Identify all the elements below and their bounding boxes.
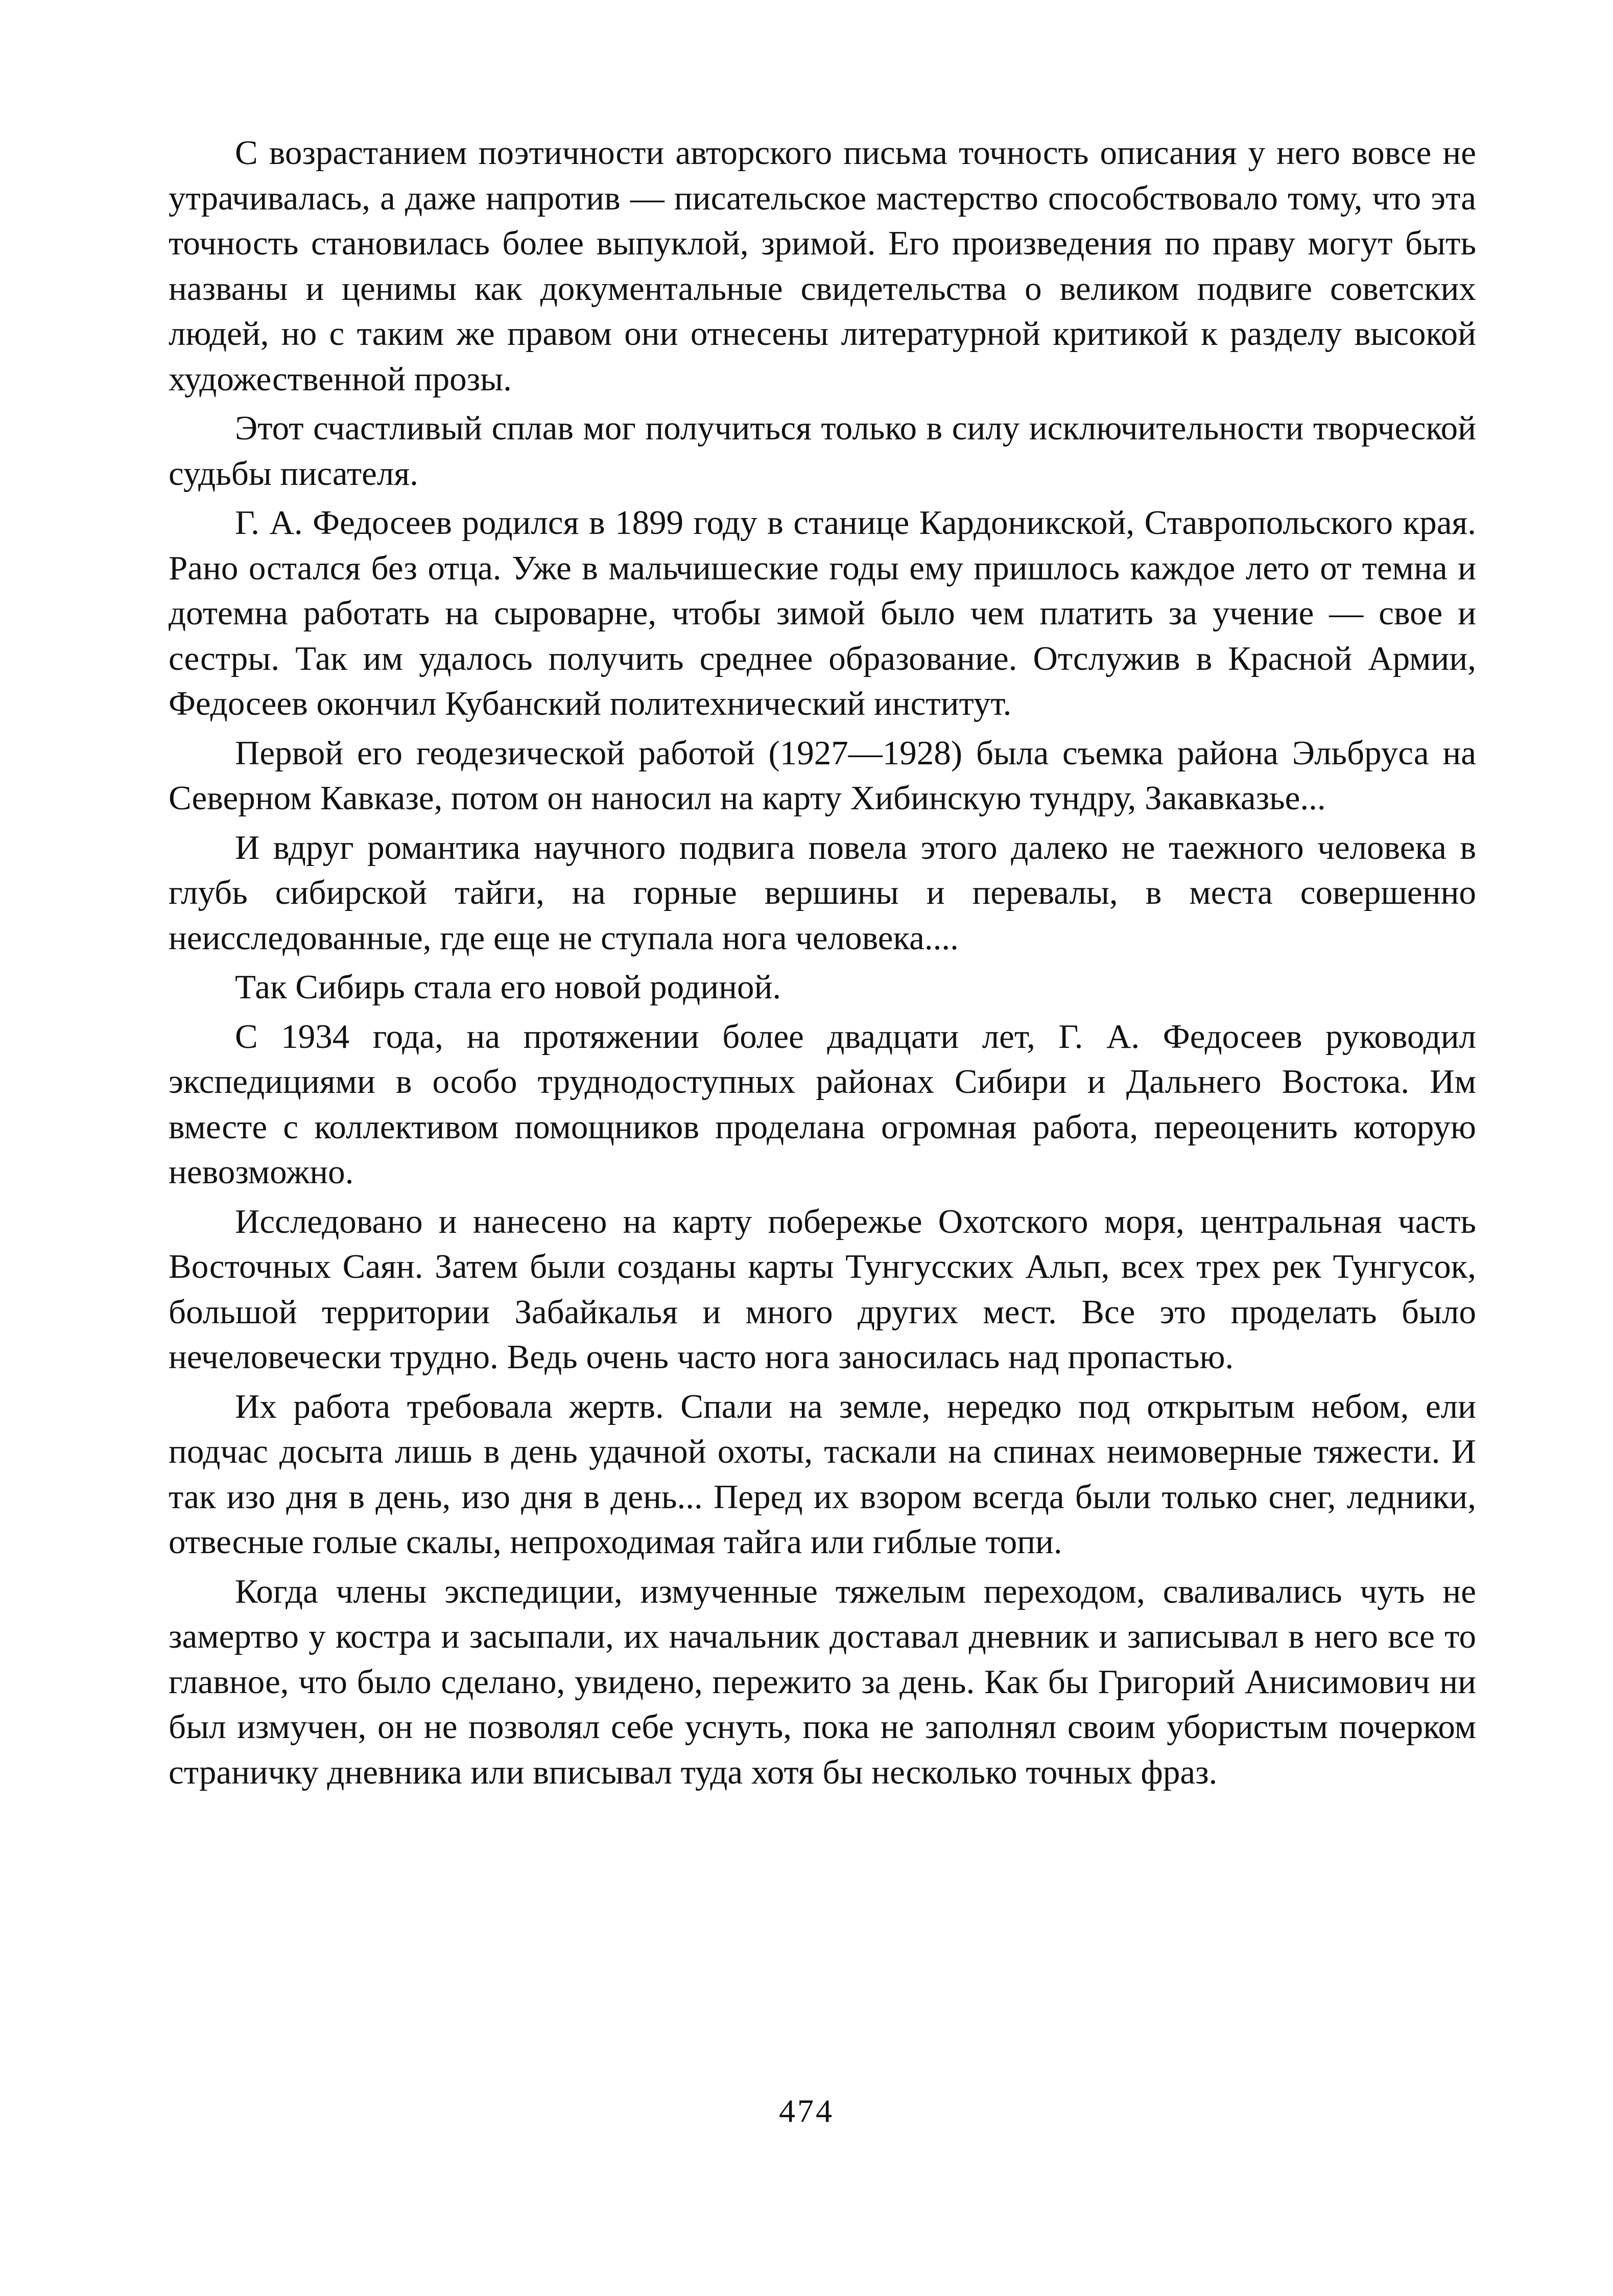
paragraph-1: С возрастанием поэтичности авторского письма точность описания у него вовсе не утрачивалась, а даже напротив — писательское мастерство способствовало тому, что эта точность становилась более выпуклой, зримой. Его произведения по праву могут быть названы и ценимы как документальные свидетельства о великом подвиге советских людей, но с таким же правом они отнесены литературной критикой к разделу высокой художественной прозы.	[169, 134, 1476, 398]
body-text	[169, 130, 1476, 1799]
paragraph-9: Их работа требовала жертв. Спали на земле, нередко под открытым небом, ели подчас досыта лишь в день удачной охоты, таскали на спинах неимоверные тяжести. И так изо дня в день, изо дня в день... Перед их взором всегда были только снег, ледники, отвесные голые скалы, непроходимая тайга или гиблые топи.	[169, 1387, 1476, 1561]
paragraph-5: И вдруг романтика научного подвига повела этого далеко не таежного человека в глубь сибирской тайги, на горные вершины и перевалы, в места совершенно неисследованные, где еще не ступала нога человека....	[169, 828, 1476, 957]
page-number: 474	[779, 2093, 834, 2129]
paragraph-8: Исследовано и нанесено на карту побережье Охотского моря, центральная часть Восточных Саян. Затем были созданы карты Тунгусских Альп, всех трех рек Тунгусок, большой территории Забайкалья и много других мест. Все это проделать было нечеловечески трудно. Ведь очень часто нога заносилась над пропастью.	[169, 1202, 1476, 1376]
paragraph-6: Так Сибирь стала его новой родиной.	[235, 968, 781, 1006]
paragraph-4: Первой его геодезической работой (1927—1928) была съемка района Эльбруса на Северном Кавказе, потом он наносил на карту Хибинскую тундру, Закавказье...	[169, 734, 1476, 817]
paragraph-10: Когда члены экспедиции, измученные тяжелым переходом, сваливались чуть не замертво у костра и засыпали, их начальник доставал дневник и записывал в него все то главное, что было сделано, увидено, пережито за день. Как бы Григорий Анисимович ни был измучен, он не позволял себе уснуть, пока не заполнял своим убористым почерком страничку дневника или вписывал туда хотя бы несколько точных фраз.	[169, 1572, 1476, 1791]
paragraph-7: С 1934 года, на протяжении более двадцати лет, Г. А. Федосеев руководил экспедициями в особо труднодоступных районах Сибири и Дальнего Востока. Им вместе с коллективом помощников проделана огромная работа, переоценить которую невозможно.	[169, 1017, 1476, 1191]
paragraph-3: Г. А. Федосеев родился в 1899 году в станице Кардоникской, Ставропольского края. Рано остался без отца. Уже в мальчишеские годы ему пришлось каждое лето от темна и дотемна работать на сыроварне, чтобы зимой было чем платить за учение — свое и сестры. Так им удалось получить среднее образование. Отслужив в Красной Армии, Федосеев окончил Кубанский политехнический институт.	[169, 504, 1476, 722]
paragraph-2: Этот счастливый сплав мог получиться только в силу исключительности творческой судьбы писателя.	[169, 409, 1476, 493]
